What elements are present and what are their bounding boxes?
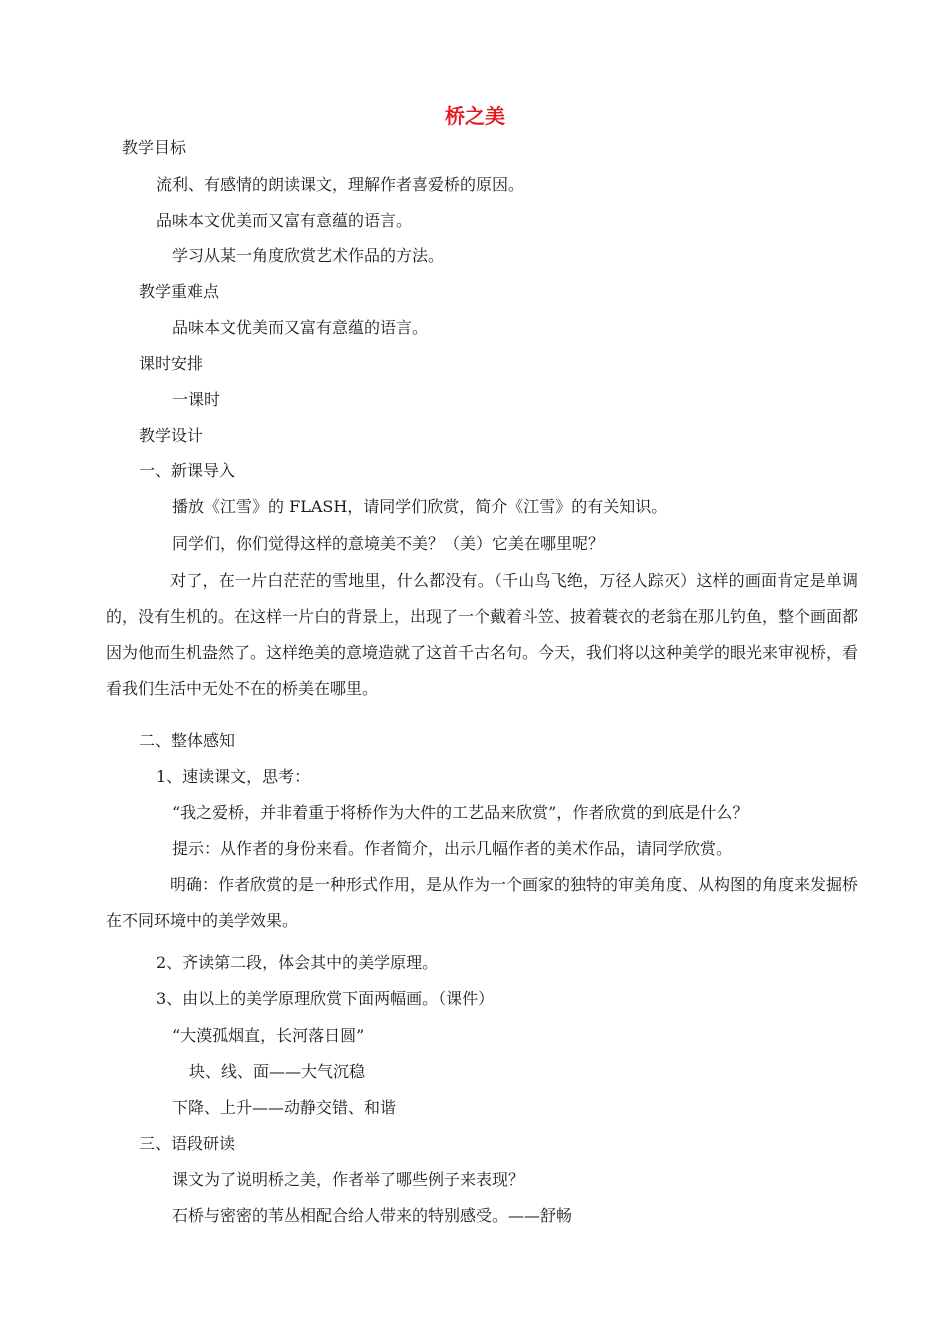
- page-title: 桥之美: [445, 104, 505, 128]
- heading-key-difficulty: 教学重难点: [139, 282, 220, 301]
- section-3-line-1: 课文为了说明桥之美，作者举了哪些例子来表现？: [172, 1170, 525, 1189]
- section-1-paragraph: 对了，在一片白茫茫的雪地里，什么都没有。（千山鸟飞绝，万径人踪灭）这样的画面肯定是单调的，没有生机的。在这样一片白的背景上，出现了一个戴着斗笠、披着蓑衣的老翁在那儿钓鱼，整个画面都因为他而生机盎然了。这样绝美的意境造就了这首千古名句。今天，我们将以这种美学的眼光来审视桥，看看我们生活中无处不在的桥美在哪里。: [106, 571, 859, 698]
- section-3-line-2: 石桥与密密的苇丛相配合给人带来的特别感受。——舒畅: [172, 1206, 573, 1225]
- analysis-line-1: 块、线、面——大气沉稳: [189, 1062, 366, 1081]
- poem-quote: “大漠孤烟直，长河落日圆”: [172, 1026, 365, 1045]
- section-2-item-1: 1、速读课文，思考：: [156, 767, 311, 786]
- heading-teaching-goals: 教学目标: [122, 138, 187, 157]
- section-2-item-3: 3、由以上的美学原理欣赏下面两幅画。（课件）: [156, 989, 495, 1008]
- section-1-heading: 一、新课导入: [139, 461, 236, 480]
- goal-line-1: 流利、有感情的朗读课文，理解作者喜爱桥的原因。: [156, 175, 525, 194]
- section-3-heading: 三、语段研读: [139, 1134, 236, 1153]
- section-2-quote: “我之爱桥，并非着重于将桥作为大件的工艺品来欣赏”，作者欣赏的到底是什么？: [172, 803, 749, 822]
- difficulty-line: 品味本文优美而又富有意蕴的语言。: [172, 318, 429, 337]
- schedule-line: 一课时: [172, 390, 221, 409]
- heading-design: 教学设计: [139, 426, 204, 445]
- goal-line-3: 学习从某一角度欣赏艺术作品的方法。: [172, 246, 445, 265]
- heading-schedule: 课时安排: [139, 354, 204, 373]
- goal-line-2: 品味本文优美而又富有意蕴的语言。: [156, 211, 413, 230]
- section-2-item-2: 2、齐读第二段，体会其中的美学原理。: [156, 953, 439, 972]
- section-1-line-2: 同学们，你们觉得这样的意境美不美？（美）它美在哪里呢？: [172, 534, 605, 553]
- section-2-hint: 提示：从作者的身份来看。作者简介，出示几幅作者的美术作品，请同学欣赏。: [172, 839, 733, 858]
- analysis-line-2: 下降、上升——动静交错、和谐: [172, 1098, 397, 1117]
- section-2-heading: 二、整体感知: [139, 731, 236, 750]
- section-1-line-1: 播放《江雪》的 FLASH，请同学们欣赏，简介《江雪》的有关知识。: [172, 497, 668, 516]
- section-2-clarification: 明确：作者欣赏的是一种形式作用，是从作为一个画家的独特的审美角度、从构图的角度来发掘桥在不同环境中的美学效果。: [106, 875, 859, 930]
